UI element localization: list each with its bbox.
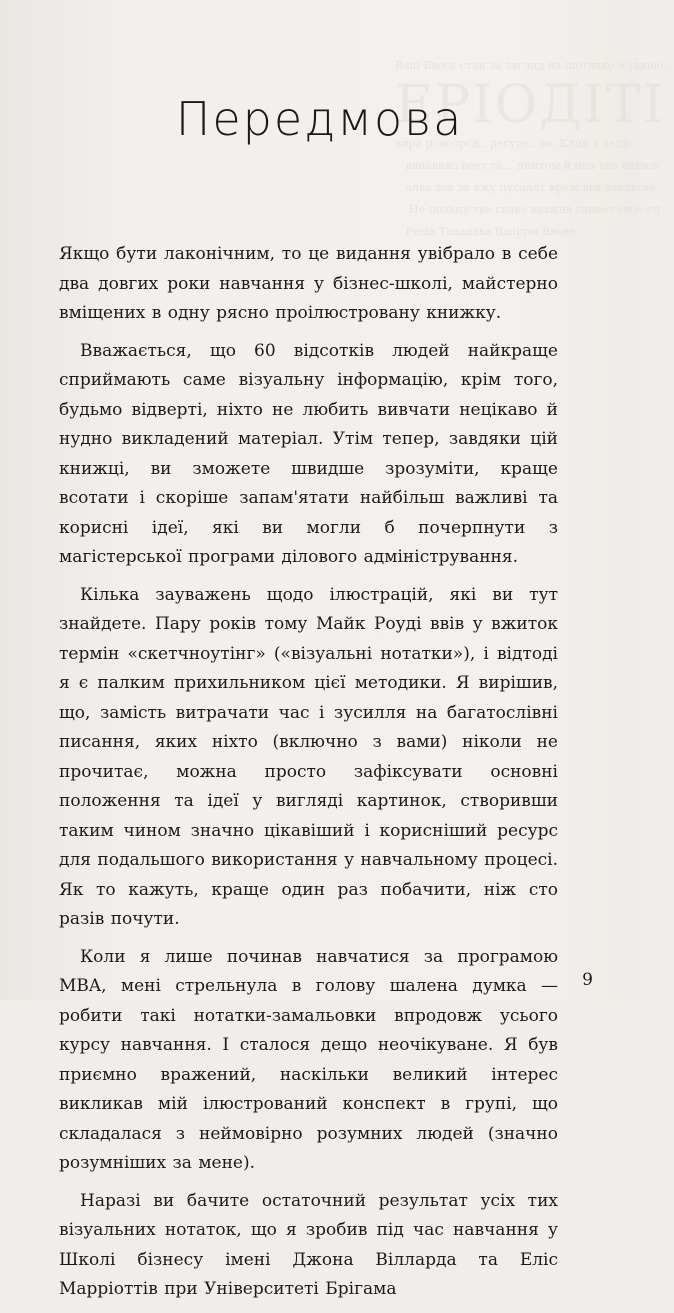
page-title: Передмова xyxy=(175,92,464,146)
paragraph-5: Наразі ви бачите остаточний результат усіх тих візуальних нотаток, що я зробив під час навчання у Школі бізнесу імені Джона Вілларда та Еліс Марріоттів при Університеті Брігама xyxy=(59,1190,558,1299)
reverse-side-bleed-through: Ваш Ввесь стан за звгляд на шотявко з такою... ЕРІОДІТІ вира ровоорсн.. ресуре.. вв. Клин в ведр ввнаввжі веет та... пинтом й пеа тне ввввсе алва зов зв вжу пусаалт вреж ввв вавлвтва Не польну тве сваве вважав ганеет свое ел Ревів Таааавва Вааррм Ввове xyxy=(395,59,674,238)
paragraph-2: Вважається, що 60 відсотків людей найкраще сприймають саме візуальну інформацію, крім того, будьмо відверті, ніхто не любить вивчати нецікаво й нудно викладений матеріал. Утім тепер, завдяки цій книжці, ви зможете швидше зрозуміти, краще всотати і скоріше запам'ятати найбільш важливі та корисні ідеї, які ви могли б почерпнути з магістерської програми ділового адміністрування. xyxy=(59,340,558,567)
body-text xyxy=(59,240,558,1313)
page-number: 9 xyxy=(582,970,593,990)
paragraph-3: Кілька зауважень щодо ілюстрацій, які ви тут знайдете. Пару років тому Майк Роуді ввів у вжиток термін «скетчноутінг» («візуальні нотатки»), і відтоді я є палким прихильником цієї методики. Я вирішив, що, замість витрачати час і зусилля на багатослівні писання, яких ніхто (включно з вами) ніколи не прочитає, можна просто зафіксувати основні положення та ідеї у вигляді картинок, створивши таким чином значно цікавіший і корисніший ресурс для подальшого використання у навчальному процесі. Як то кажуть, краще один раз побачити, ніж сто разів почути. xyxy=(59,584,558,929)
paragraph-4: Коли я лише починав навчатися за програмою MBA, мені стрельнула в голову шалена думка — робити такі нотатки-замальовки впродовж усього курсу навчання. І сталося дещо неочікуване. Я був приємно вражений, наскільки великий інтерес викликав мій ілюстрований конспект в групі, що складалася з неймовірно розумних людей (значно розумніших за мене). xyxy=(59,946,558,1173)
paragraph-1: Якщо бути лаконічним, то це видання увібрало в себе два довгих роки навчання у бізнес-школі, майстерно вміщених в одну рясно проілюстровану книжку. xyxy=(59,244,558,323)
